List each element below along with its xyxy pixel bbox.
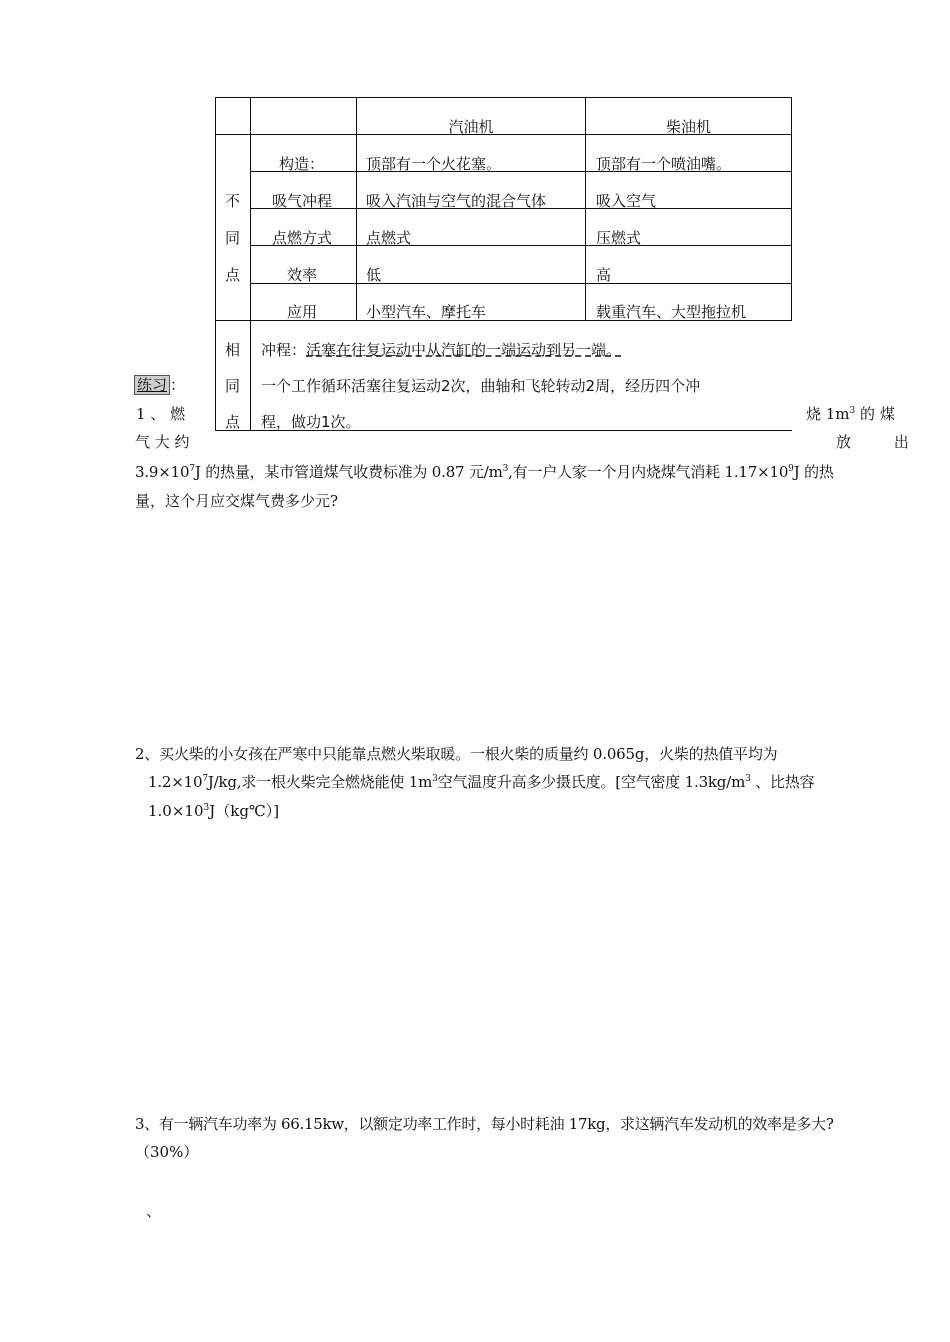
- q2-line-1: 2、买火柴的小女孩在严寒中只能靠点燃火柴取暖。一根火柴的质量约 0.065g，火柴的热值平均为: [135, 745, 778, 763]
- q2-l2-sup2: 3: [432, 774, 438, 784]
- q1-fragment-left-1: 1 、 燃: [136, 405, 186, 423]
- q2-l2d: 、比热容: [750, 773, 815, 791]
- q1-l3d: J 的热: [793, 463, 834, 481]
- same-group-char-3: 点: [225, 413, 241, 431]
- q2-l3-sup: 3: [203, 803, 210, 813]
- q3-line-1: 3、有一辆汽车功率为 66.15kw，以额定功率工作时，每小时耗油 17kg，求这辆汽车发动机的效率是多大?: [135, 1115, 834, 1133]
- q2-l3b: J（kg℃）]: [209, 802, 280, 820]
- row-diesel-structure: 顶部有一个喷油嘴。: [596, 155, 732, 173]
- diff-group-char-2: 同: [225, 229, 241, 247]
- q1-l3b: J 的热量，某市管道煤气收费标准为 0.87 元/m: [194, 463, 503, 481]
- q1-line-4: 量，这个月应交煤气费多少元?: [135, 492, 339, 510]
- row-label-efficiency: 效率: [287, 266, 318, 284]
- stray-mark: 、: [146, 1202, 162, 1220]
- row-label-structure: 构造：: [279, 155, 325, 173]
- practice-colon: ：: [170, 376, 186, 394]
- row-diesel-application: 载重汽车、大型拖拉机: [596, 303, 747, 321]
- same-stroke-line: [261, 341, 621, 359]
- same-cycle-line: 一个工作循环活塞往复运动2次，曲轴和飞轮转动2周，经历四个冲: [261, 377, 701, 395]
- practice-label: 练习: [134, 375, 170, 395]
- same-stroke-text: 活塞在往复运动中从汽缸的一端运动到另一端。: [306, 341, 622, 359]
- diff-group-char-3: 点: [225, 266, 241, 284]
- row-diesel-efficiency: 高: [596, 266, 612, 284]
- q1-b1-sup: 3: [849, 406, 856, 416]
- q1-b1: 烧 1m: [806, 405, 850, 423]
- row-label-intake: 吸气冲程: [272, 192, 333, 210]
- q1-fragment-right-1: [806, 400, 895, 428]
- header-gasoline: 汽油机: [448, 118, 494, 136]
- q1-b1-end: 的 煤: [855, 405, 895, 423]
- row-label-application: 应用: [287, 303, 318, 321]
- q1-fragment-left-2: 气 大 约: [135, 433, 190, 451]
- q2-l2c: 空气温度升高多少摄氏度。[空气密度 1.3kg/m: [437, 773, 746, 791]
- row-gasoline-structure: 顶部有一个火花塞。: [366, 155, 502, 173]
- same-stroke-prefix: 冲程：: [261, 341, 307, 359]
- q1-fragment-right-2: 放 出: [836, 433, 909, 451]
- q2-l2b: J/kg,求一根火柴完全燃烧能使 1m: [207, 773, 433, 791]
- q2-l2-sup3: 3: [745, 774, 751, 784]
- row-diesel-ignition: 压燃式: [596, 229, 642, 247]
- q2-l3a: 1.0×10: [148, 802, 204, 820]
- row-gasoline-ignition: 点燃式: [366, 229, 412, 247]
- q2-line-3: [148, 797, 279, 825]
- row-gasoline-efficiency: 低: [366, 266, 382, 284]
- row-diesel-intake: 吸入空气: [596, 192, 657, 210]
- q3-line-2: （30%）: [135, 1143, 199, 1161]
- q2-line-2: [148, 768, 814, 796]
- q2-l2-sup1: 7: [202, 774, 208, 784]
- same-group-char-2: 同: [225, 377, 241, 395]
- row-gasoline-application: 小型汽车、摩托车: [366, 303, 487, 321]
- q1-l3-sup2: 3: [502, 464, 509, 474]
- q1-l3a: 3.9×10: [135, 463, 190, 481]
- row-gasoline-intake: 吸入汽油与空气的混合气体: [366, 192, 547, 210]
- row-label-ignition: 点燃方式: [272, 229, 333, 247]
- same-group-char-1: 相: [225, 341, 241, 359]
- q1-l3c: ,有一户人家一个月内烧煤气消耗 1.17×10: [508, 463, 789, 481]
- header-diesel: 柴油机: [665, 118, 711, 136]
- q1-line-3: [135, 458, 834, 486]
- same-cycle-line-2: 程，做功1次。: [261, 413, 361, 431]
- q1-l3-sup1: 7: [189, 464, 195, 474]
- q1-l3-sup3: 9: [788, 464, 794, 474]
- engine-comparison-table: [215, 97, 792, 431]
- diff-group-char-1: 不: [225, 192, 241, 210]
- practice-heading: [134, 377, 185, 394]
- q2-l2a: 1.2×10: [148, 773, 203, 791]
